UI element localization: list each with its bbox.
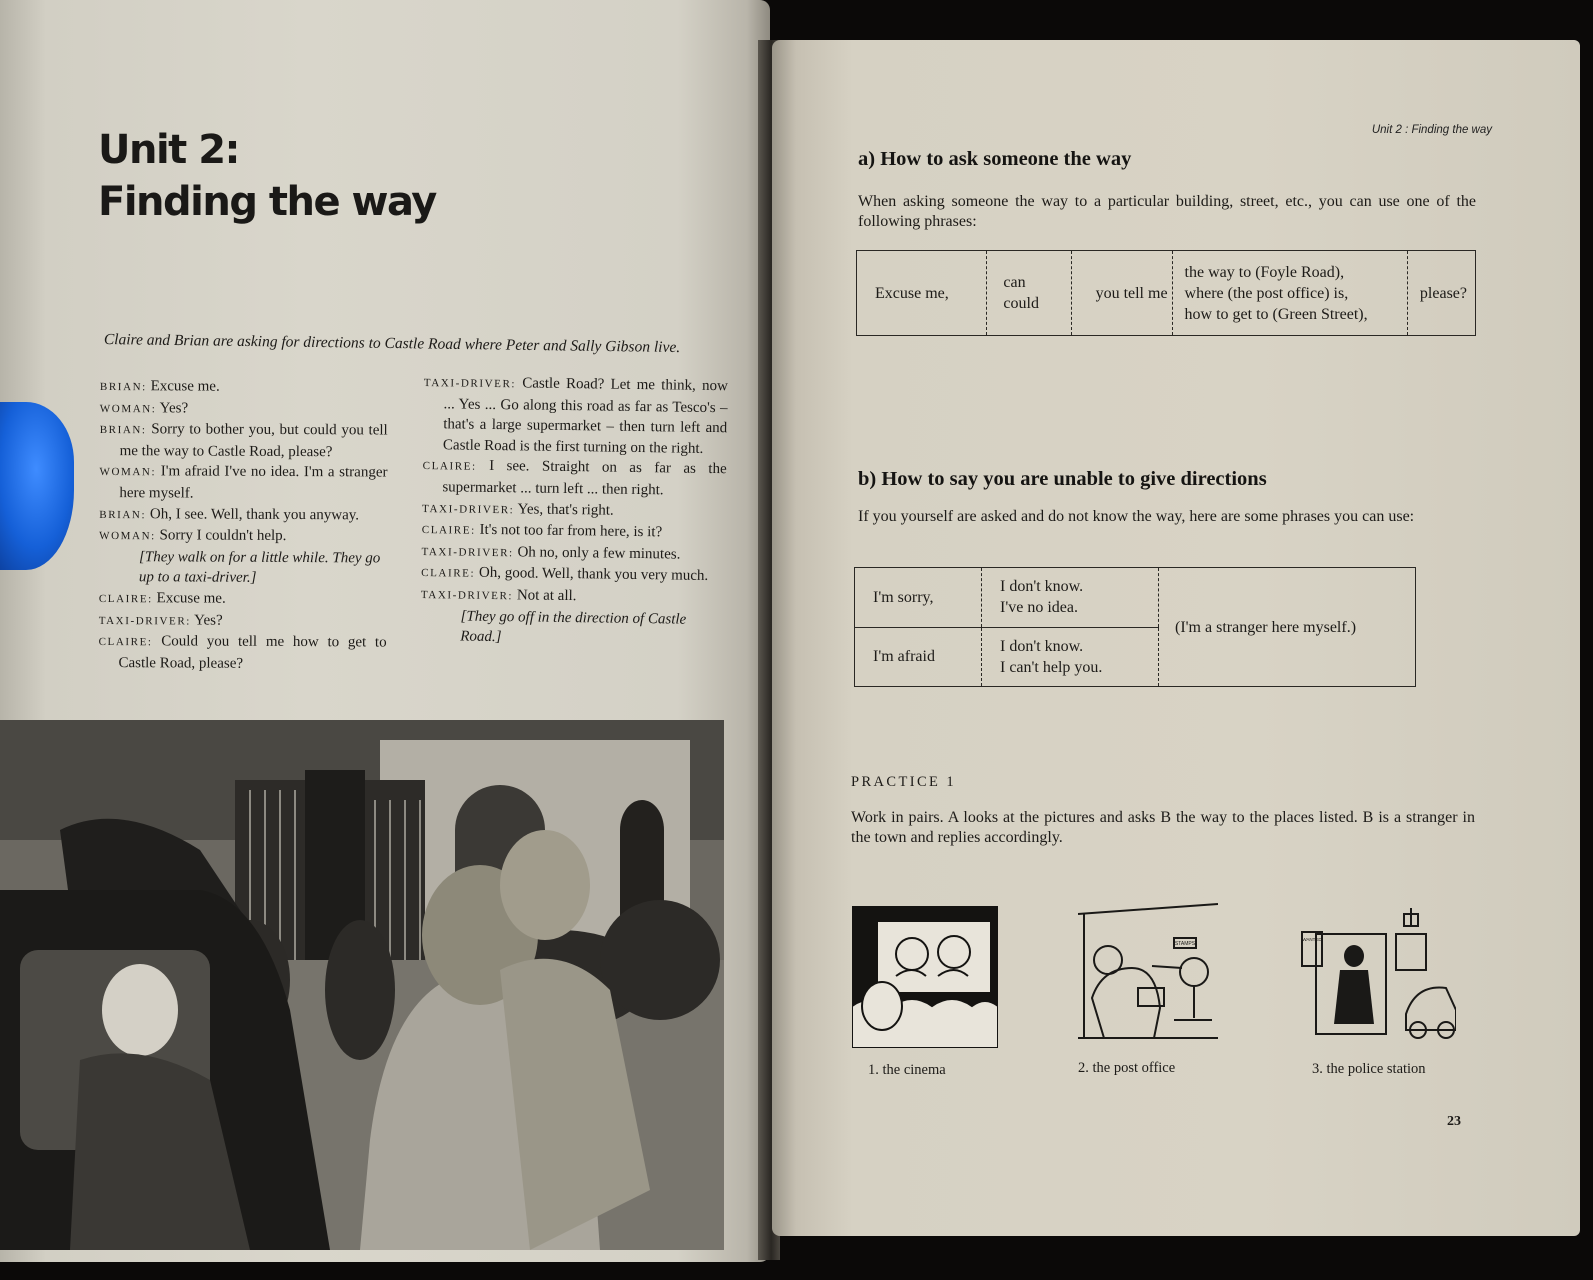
stage-direction-text: [They walk on for a little while. They go up to a taxi-driver.]: [138, 548, 381, 587]
section-a-heading: a) How to ask someone the way: [858, 148, 1132, 170]
speaker: BRIAN:: [99, 508, 147, 521]
photo-illustration: [0, 720, 724, 1250]
dialogue-line: [99, 525, 387, 548]
dialogue-column-right: [420, 372, 728, 651]
line-text: Oh no, only a few minutes.: [513, 544, 681, 563]
speaker: TAXI-DRIVER:: [423, 376, 517, 391]
table-cell: [987, 251, 1072, 336]
cell-line: where (the post office) is,: [1184, 284, 1349, 302]
line-text: Sorry I couldn't help.: [155, 527, 287, 545]
line-text: Could you tell me how to get to Castle Road, please?: [118, 633, 387, 672]
speaker: WOMAN:: [99, 402, 157, 415]
unit-title: [98, 124, 436, 228]
line-text: I'm afraid I've no idea. I'm a stranger here myself.: [119, 463, 388, 502]
stage-direction: [99, 547, 387, 590]
page-number: 23: [1447, 1114, 1461, 1129]
running-header: Unit 2 : Finding the way: [1371, 124, 1492, 136]
line-text: It's not too far from here, is it?: [475, 521, 663, 541]
section-a-text: When asking someone the way to a particular building, street, etc., you can use one of the following phrases:: [858, 193, 1476, 230]
speaker: TAXI-DRIVER:: [421, 545, 514, 560]
table-cell: I'm sorry,: [855, 568, 982, 628]
dialogue-line: [100, 376, 388, 399]
speaker: CLAIRE:: [421, 524, 476, 537]
cell-line: the way to (Foyle Road),: [1184, 263, 1345, 281]
stage-direction-text: [They go off in the direction of Castle Road.]: [460, 608, 687, 646]
speaker: BRIAN:: [99, 380, 147, 394]
caption-police-station: 3. the police station: [1312, 1061, 1426, 1077]
speaker: BRIAN:: [99, 424, 147, 437]
table-cell: (I'm a stranger here myself.): [1159, 568, 1416, 687]
line-text: Yes?: [190, 612, 223, 629]
table-cell: Excuse me,: [875, 284, 949, 302]
left-page: [0, 0, 770, 1262]
speaker: CLAIRE:: [98, 592, 153, 606]
street-scene-photo: [0, 720, 724, 1250]
wanted-poster: WANTED: [1302, 937, 1322, 942]
line-text: Excuse me.: [152, 590, 226, 607]
line-text: Sorry to bother you, but could you tell me the way to Castle Road, please?: [119, 421, 388, 460]
table-cell: [1172, 251, 1407, 336]
table-cell: I'm afraid: [873, 648, 935, 666]
cell-line: how to get to (Green Street),: [1184, 305, 1368, 323]
right-page: [772, 40, 1580, 1236]
caption-post-office: 2. the post office: [1078, 1060, 1176, 1076]
dialogue-line: [422, 455, 727, 501]
table-cell: [982, 568, 1159, 628]
cell-line: I've no idea.: [1000, 599, 1078, 617]
line-text: Castle Road? Let me think, now ... Yes ... Go along this road as far as Tesco's – that's a large supermarket – then turn left and Castle Road is the first turning on the right.: [442, 375, 728, 457]
dialogue-column-left: [98, 376, 388, 675]
police-station-cartoon: [1296, 904, 1456, 1046]
table-row: [855, 568, 1416, 628]
caption-cinema: 1. the cinema: [868, 1062, 946, 1078]
table-cell: [982, 627, 1159, 687]
cinema-cartoon: [852, 906, 998, 1048]
speaker: TAXI-DRIVER:: [98, 614, 192, 628]
line-text: Oh, good. Well, thank you very much.: [475, 565, 709, 585]
cell-line: I can't help you.: [1000, 658, 1103, 676]
speaker: TAXI-DRIVER:: [420, 588, 514, 603]
dialogue-line: [99, 610, 387, 633]
cell-line: I don't know.: [1000, 637, 1084, 655]
dialogue-line: [423, 372, 728, 460]
practice-heading: PRACTICE 1: [851, 774, 956, 790]
speaker: WOMAN:: [99, 466, 157, 479]
line-text: Oh, I see. Well, thank you anyway.: [146, 505, 360, 523]
speaker: TAXI-DRIVER:: [422, 502, 515, 516]
table-cell: you tell me: [1072, 251, 1172, 336]
stamps-sign: STAMPS: [1174, 941, 1196, 947]
section-b-heading: b) How to say you are unable to give directions: [858, 468, 1267, 490]
cell-line: I don't know.: [1000, 578, 1084, 596]
dialogue-line: [100, 419, 388, 463]
table-cell: please?: [1407, 251, 1475, 336]
dialogue-line: [98, 631, 386, 675]
section-b-text: If you yourself are asked and do not know the way, here are some phrases you can use:: [858, 508, 1415, 525]
line-text: Not at all.: [513, 587, 577, 605]
cell-line: can: [1003, 274, 1026, 291]
stage-direction: [420, 606, 725, 651]
ask-way-phrase-table: [856, 250, 1476, 336]
post-office-cartoon: [1078, 898, 1218, 1048]
practice-text: Work in pairs. A looks at the pictures and asks B the way to the places listed. B is a stranger in the town and replies accordingly.: [851, 809, 1475, 846]
dialogue-line: [100, 398, 388, 421]
speaker: WOMAN:: [99, 530, 156, 543]
blue-thumb-cover: [0, 402, 74, 570]
line-text: I see. Straight on as far as the supermarket ... turn left ... then right.: [442, 458, 727, 499]
unable-phrase-table: [854, 567, 1416, 687]
speaker: CLAIRE:: [421, 567, 476, 581]
dialogue-line: [99, 504, 387, 527]
line-text: Excuse me.: [146, 378, 220, 395]
table-row: [857, 251, 1476, 336]
dialogue-line: [99, 461, 387, 505]
unit-title-line2: Finding the way: [98, 179, 436, 225]
line-text: Yes, that's right.: [514, 500, 614, 519]
speaker: CLAIRE:: [98, 636, 153, 649]
cell-line: could: [1003, 295, 1039, 312]
dialogue-line: [99, 588, 387, 611]
line-text: Yes?: [156, 399, 189, 417]
unit-title-line1: Unit 2:: [98, 127, 240, 173]
speaker: CLAIRE:: [422, 460, 477, 474]
intro-text: Claire and Brian are asking for directions to Castle Road where Peter and Sally Gibson live.: [103, 331, 681, 357]
